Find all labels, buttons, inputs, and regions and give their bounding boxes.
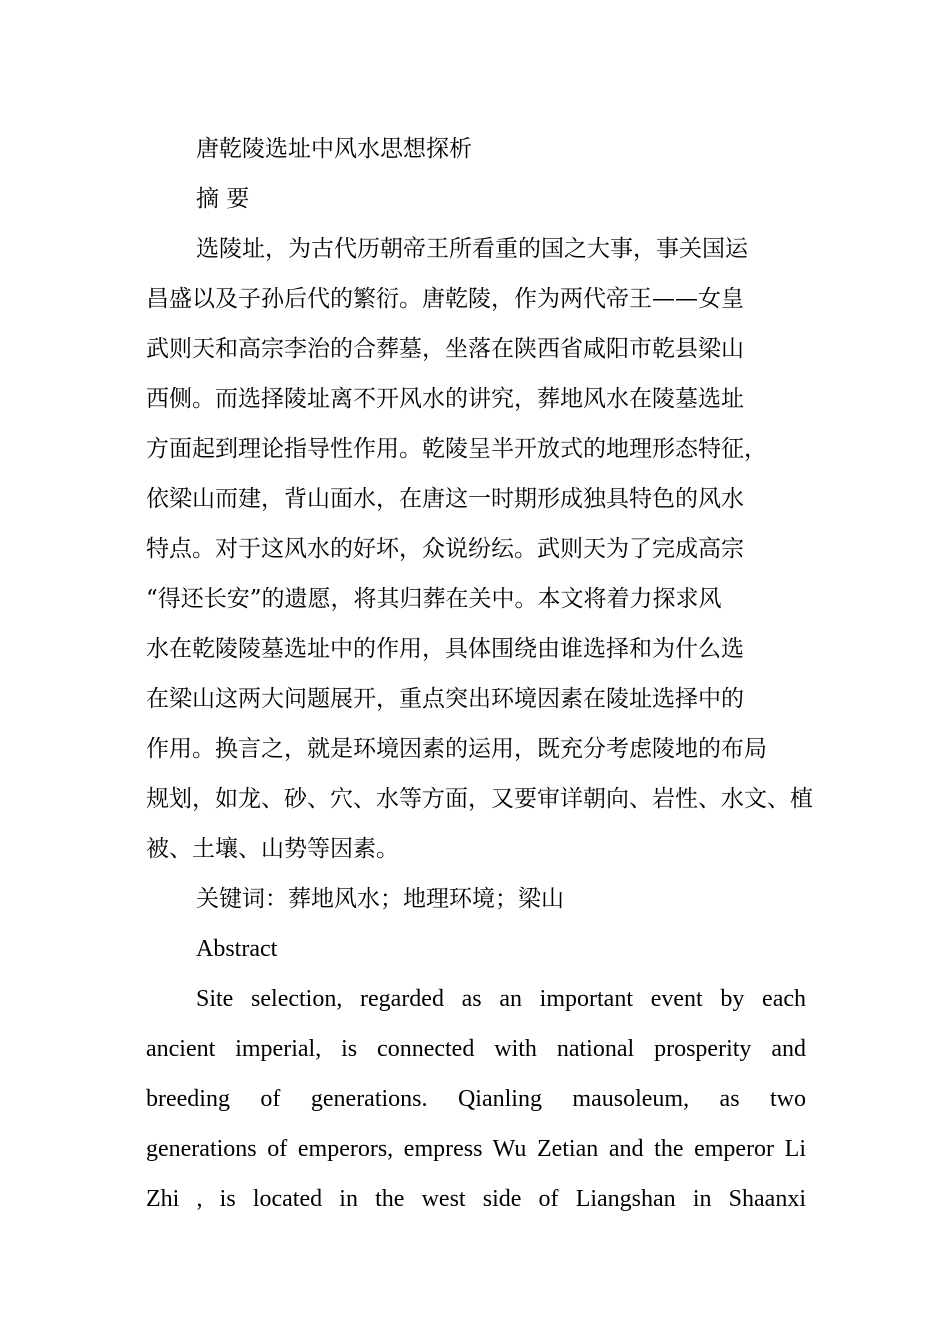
abstract-line: 昌盛以及子孙后代的繁衍。唐乾陵，作为两代帝王——女皇	[146, 286, 744, 312]
abstract-heading: 摘 要	[196, 186, 250, 212]
english-line: breeding of generations. Qianling mausoleum, as two	[146, 1086, 806, 1112]
abstract-line: 依梁山而建，背山面水，在唐这一时期形成独具特色的风水	[146, 486, 744, 512]
english-line: Site selection, regarded as an important event by each	[196, 986, 806, 1012]
abstract-line: 水在乾陵陵墓选址中的作用，具体围绕由谁选择和为什么选	[146, 636, 744, 662]
abstract-line: 规划，如龙、砂、穴、水等方面，又要审详朝向、岩性、水文、植	[146, 786, 813, 812]
english-abstract-heading: Abstract	[196, 936, 278, 962]
abstract-line: 被、土壤、山势等因素。	[146, 836, 399, 862]
abstract-line: “得还长安”的遗愿，将其归葬在关中。本文将着力探求风	[146, 586, 722, 612]
keywords: 关键词：葬地风水；地理环境；梁山	[196, 886, 564, 912]
abstract-line: 作用。换言之，就是环境因素的运用，既充分考虑陵地的布局	[146, 736, 767, 762]
abstract-line: 方面起到理论指导性作用。乾陵呈半开放式的地理形态特征，	[146, 436, 767, 462]
english-line: Zhi , is located in the west side of Liangshan in Shaanxi	[146, 1186, 806, 1212]
abstract-line: 武则天和高宗李治的合葬墓，坐落在陕西省咸阳市乾县梁山	[146, 336, 744, 362]
english-line: ancient imperial, is connected with national prosperity and	[146, 1036, 806, 1062]
abstract-line: 特点。对于这风水的好坏，众说纷纭。武则天为了完成高宗	[146, 536, 744, 562]
abstract-line: 选陵址，为古代历朝帝王所看重的国之大事，事关国运	[196, 236, 748, 262]
document-title: 唐乾陵选址中风水思想探析	[196, 136, 472, 162]
abstract-line: 在梁山这两大问题展开，重点突出环境因素在陵址选择中的	[146, 686, 744, 712]
english-line: generations of emperors, empress Wu Zetian and the emperor Li	[146, 1136, 806, 1162]
abstract-line: 西侧。而选择陵址离不开风水的讲究，葬地风水在陵墓选址	[146, 386, 744, 412]
